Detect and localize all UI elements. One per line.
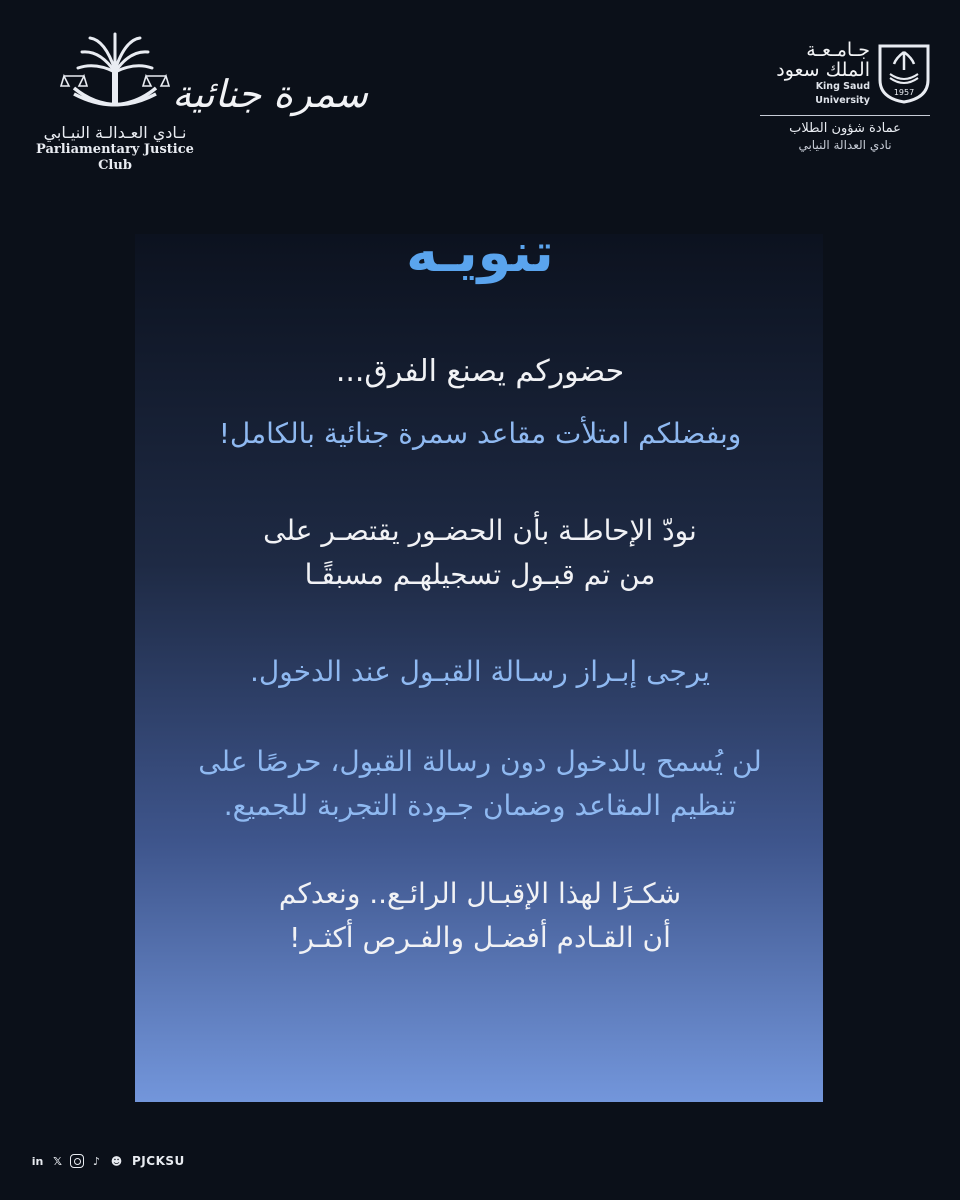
tiktok-icon[interactable]: ♪ [92,1154,101,1168]
logo-divider [760,115,930,116]
notice-title: تنويـه [406,221,554,284]
deanship-name: عمادة شؤون الطلاب [789,121,901,136]
club-name-english: Parliamentary Justice Club [36,142,194,173]
notice-line-attendance-limited: نودّ الإحاطـة بأن الحضـور يقتصـر على [263,514,697,547]
social-handle[interactable]: PJCKSU [132,1154,185,1168]
notice-line-show-acceptance: يرجى إبـراز رسـالة القبـول عند الدخول. [250,655,710,688]
event-calligraphy-logo: سمرة جنائية [172,72,368,116]
snapchat-icon[interactable]: ☻ [110,1154,123,1168]
notice-subtitle: حضوركم يصنع الفرق... [335,354,625,389]
university-name-line1: جـامـعـة [806,39,870,61]
club-name-small: نادي العدالة النيابي [798,138,892,152]
notice-line-registered-only: من تم قبـول تسجيلهـم مسبقًـا [304,558,656,591]
king-saud-university-logo [760,40,930,150]
seal-year: 1957 [893,88,915,97]
instagram-icon[interactable] [70,1154,84,1168]
university-shield-icon [878,44,930,104]
university-name-english: King Saud University [815,81,870,106]
notice-line-organize-seats: تنظيم المقاعد وضمان جـودة التجربة للجميع. [223,789,737,822]
social-media-bar [30,1150,185,1172]
x-icon[interactable]: 𝕏 [53,1154,62,1168]
club-name-arabic: نـادي العـدالـة النيـابي [43,123,187,142]
notice-line-no-entry: لن يُسمح بالدخول دون رسالة القبول، حرصًا على [198,745,762,778]
university-name-line2: الملك سعود [776,59,870,81]
notice-line-thanks: شكـرًا لهذا الإقبـال الرائـع.. ونعدكم [278,877,682,910]
notice-line-seats-full: وبفضلكم امتلأت مقاعد سمرة جنائية بالكامل! [218,417,742,450]
notice-line-better-future: أن القـادم أفضـل والفـرص أكثـر! [289,921,671,954]
linkedin-icon[interactable]: in [31,1154,44,1168]
palm-swords-scales-icon [60,32,170,122]
